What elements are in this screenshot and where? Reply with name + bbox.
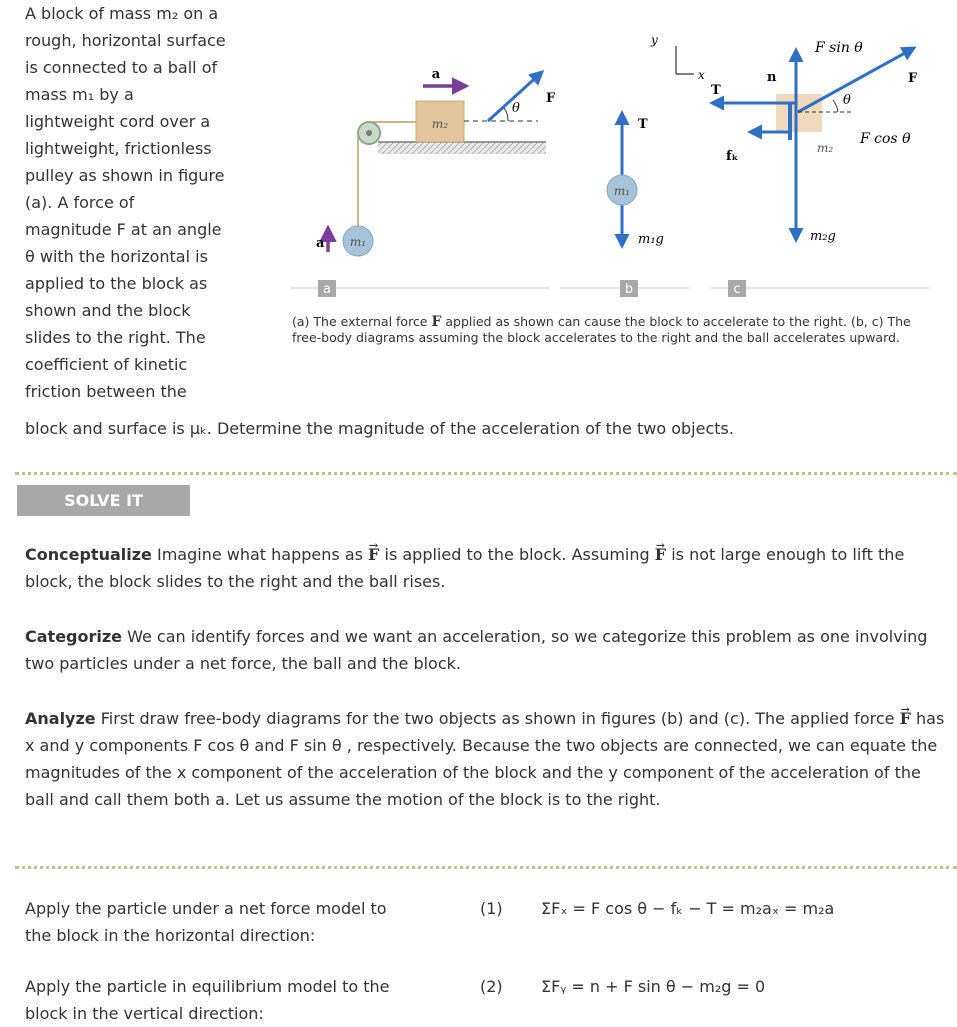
problem-question: block and surface is μₖ. Determine the magnitude of the acceleration of the two objects. [25, 419, 734, 438]
conceptualize-paragraph: Conceptualize Imagine what happens as → F is applied to the block. Assuming → F is not large enough to lift the block, the block slides to the right and the ball rises. [25, 541, 950, 595]
intro-line: is connected to a ball of [25, 58, 218, 77]
label-a-vec-ball: a [316, 236, 325, 251]
label-m2: m₂ [431, 117, 449, 131]
caption-F-vector: F [431, 314, 442, 330]
solve-it-header: SOLVE IT [17, 485, 190, 516]
intro-line: shown and the block [25, 301, 191, 320]
F-vector: → F [900, 709, 911, 728]
panel-b [607, 33, 705, 247]
equation-2: ΣFᵧ = n + F sin θ − m₂g = 0 [541, 977, 766, 996]
panel-c [711, 40, 918, 244]
F-vector: → F [655, 545, 666, 564]
intro-line: friction between the [25, 382, 187, 401]
label-F-vec: F [546, 91, 556, 106]
problem-intro [25, 0, 255, 405]
intro-line: slides to the right. The [25, 328, 206, 347]
label-m1: m₁ [349, 235, 367, 249]
label-a-vec: a [431, 67, 441, 82]
label-F-cos: F cos θ [860, 131, 911, 147]
intro-line: applied to the block as [25, 274, 208, 293]
panel-tag-b-label: b [624, 282, 634, 297]
panel-a [316, 67, 556, 256]
intro-line: lightweight, frictionless [25, 139, 212, 158]
label-theta-c: θ [843, 93, 851, 108]
label-T-b: T [638, 117, 648, 132]
intro-line: lightweight cord over a [25, 112, 211, 131]
label-m1g: m₁g [638, 232, 664, 247]
step-1-text: Apply the particle under a net force model to the block in the horizontal direction: [25, 899, 387, 945]
intro-line: mass m₁ by a [25, 85, 134, 104]
intro-line: rough, horizontal surface [25, 31, 226, 50]
label-n-vec: n [767, 70, 777, 85]
label-theta: θ [512, 101, 520, 116]
dotted-divider [15, 866, 957, 869]
label-fk: fₖ [726, 149, 739, 164]
equation-1: ΣFₓ = F cos θ − fₖ − T = m₂aₓ = m₂a [541, 899, 835, 918]
analyze-paragraph: Analyze First draw free-body diagrams for the two objects as shown in figures (b) and (c). The applied force → F has x and y components F cos θ and F sin θ , respectively. Because the two objects are connected, we can equate the magnitudes of the x component of the acceleration of the block and the y component of the acceleration of the ball and call them both a. Let us assume the motion of the block is to the right. [25, 705, 950, 813]
equation-1-number: (1) [480, 899, 503, 918]
equation-2-number: (2) [480, 977, 503, 996]
label-m2g: m₂g [810, 229, 836, 244]
intro-line: magnitude F at an angle [25, 220, 222, 239]
F-vector: → F [368, 545, 379, 564]
categorize-paragraph: Categorize We can identify forces and we want an acceleration, so we categorize this problem as one involving two particles under a net force, the ball and the block. [25, 627, 928, 673]
y-axis-label: y [651, 33, 658, 47]
intro-line: A block of mass m₂ on a [25, 4, 219, 23]
label-F-sin: F sin θ [815, 40, 863, 56]
dotted-divider [15, 472, 957, 475]
panel-tag-a-label: a [323, 282, 331, 297]
force-F-arrow-c [798, 48, 914, 112]
x-axis-label: x [698, 68, 705, 82]
intro-line: (a). A force of [25, 193, 135, 212]
step-2-text: Apply the particle in equilibrium model to the block in the vertical direction: [25, 977, 390, 1023]
label-F-vec-c: F [908, 71, 918, 86]
physics-figure [290, 0, 940, 305]
intro-line: θ with the horizontal is [25, 247, 208, 266]
intro-line: pulley as shown in figure [25, 166, 225, 185]
label-m2-c: m₂ [817, 141, 834, 155]
intro-line: coefficient of kinetic [25, 355, 188, 374]
rough-surface [378, 142, 546, 154]
panel-tag-c-label: c [733, 282, 741, 297]
label-m1-b: m₁ [613, 184, 631, 198]
label-T-c: T [711, 83, 721, 98]
figure-caption: (a) The external force F applied as shown can cause the block to accelerate to the right. (b, c) The free-body diagrams assuming the block accelerates to the right and the ball accelerates upward. [292, 314, 911, 345]
